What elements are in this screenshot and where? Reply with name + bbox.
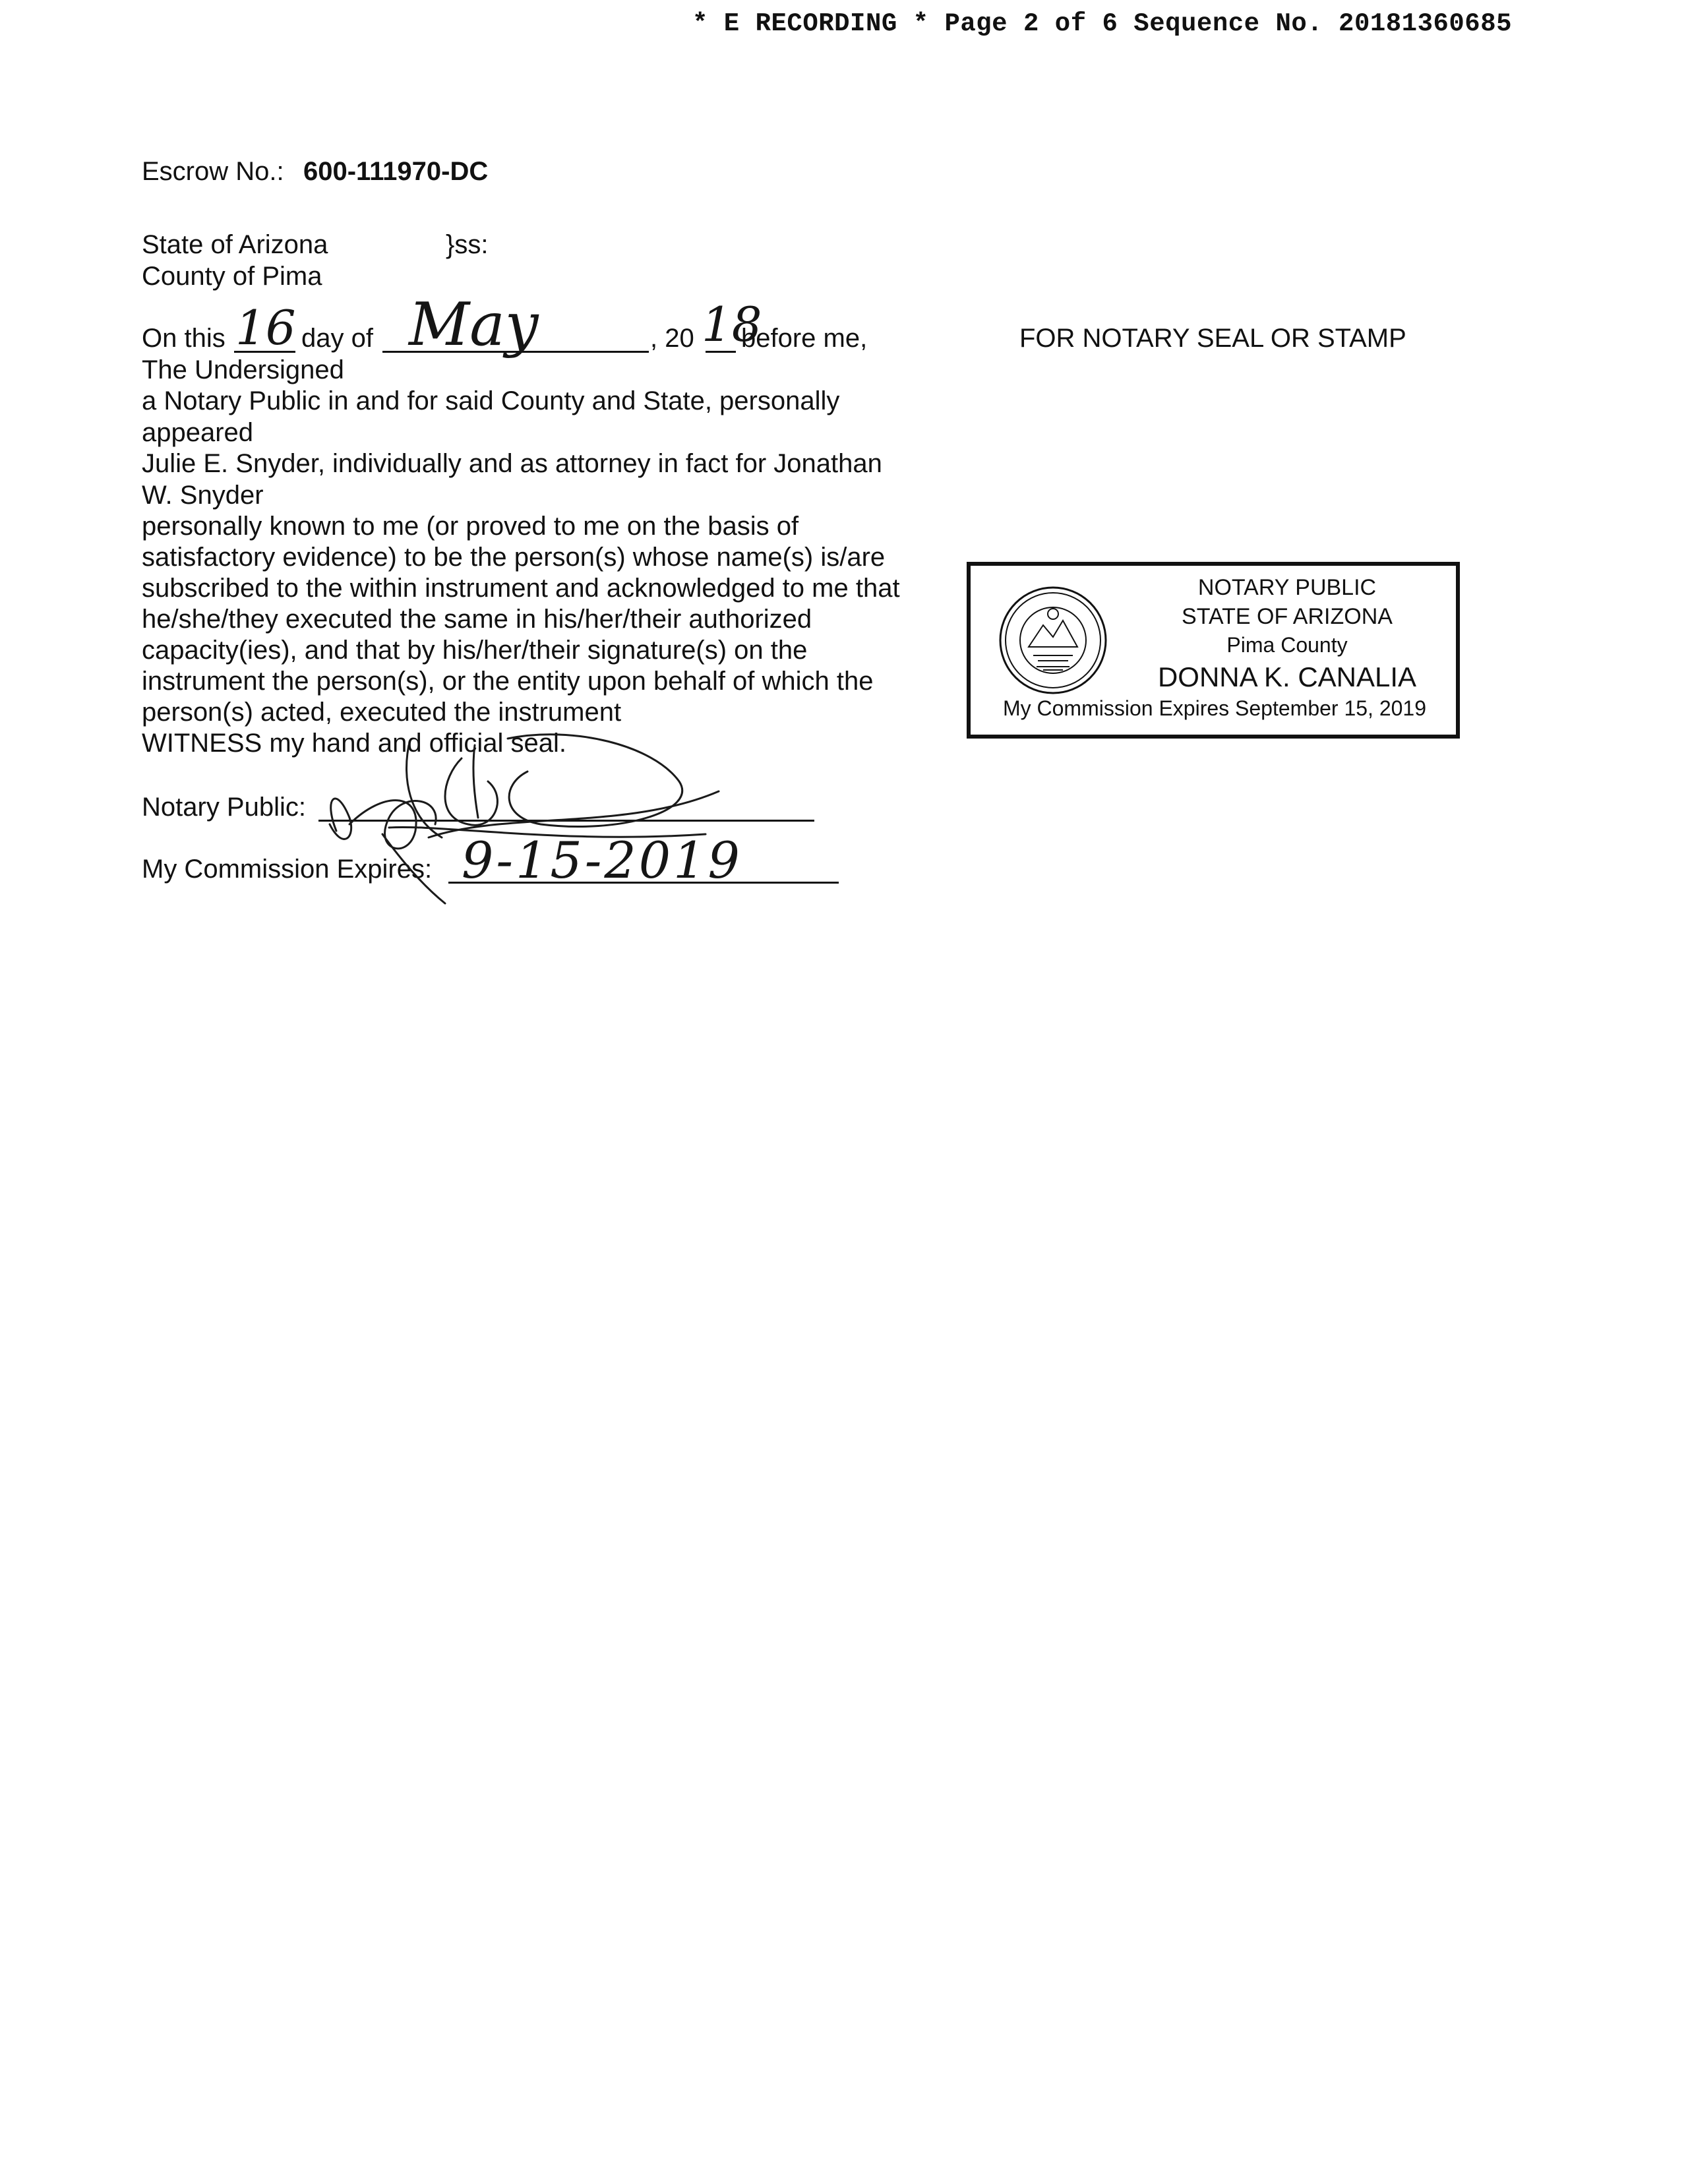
notary-public-label: Notary Public:	[142, 793, 306, 822]
venue-ss: }ss:	[446, 230, 489, 259]
notary-stamp	[967, 562, 1460, 739]
year-prefix: , 20	[650, 324, 694, 353]
stamp-expires: My Commission Expires September 15, 2019	[1002, 696, 1427, 720]
body-line: capacity(ies), and that by his/her/their signature(s) on the	[142, 636, 808, 665]
appeared-text: appeared	[142, 418, 254, 447]
stamp-notary-name: DONNA K. CANALIA	[1157, 661, 1417, 692]
venue-county: County of Pima	[142, 262, 322, 291]
notary-line: a Notary Public in and for said County and State, personally	[142, 386, 840, 415]
venue-state: State of Arizona	[142, 230, 328, 259]
body-line: person(s) acted, executed the instrument	[142, 698, 622, 727]
body-line: he/she/they executed the same in his/her/their authorized	[142, 605, 812, 634]
body-line: satisfactory evidence) to be the person(s) whose name(s) is/are	[142, 543, 886, 572]
body-line: subscribed to the within instrument and acknowledged to me that	[142, 574, 900, 603]
recording-header: * E RECORDING * Page 2 of 6 Sequence No. 20181360685	[692, 9, 1512, 38]
stamp-line-3: Pima County	[1226, 633, 1348, 657]
on-this-text: On this	[142, 324, 226, 353]
year-handwritten: 18	[702, 297, 762, 352]
seal-area-label: FOR NOTARY SEAL OR STAMP	[1019, 324, 1406, 353]
body-line: instrument the person(s), or the entity upon behalf of which the	[142, 667, 874, 696]
arizona-state-seal	[997, 584, 1109, 696]
month-handwritten: May	[409, 290, 539, 359]
stamp-line-1: NOTARY PUBLIC	[1197, 575, 1377, 600]
signer-line-1: Julie E. Snyder, individually and as attorney in fact for Jonathan	[142, 449, 882, 478]
officer-name: The Undersigned	[142, 355, 344, 384]
escrow-number: 600-111970-DC	[303, 157, 489, 186]
escrow-label: Escrow No.:	[142, 157, 284, 186]
witness-text: WITNESS my hand and official seal.	[142, 729, 566, 758]
day-handwritten: 16	[235, 300, 296, 355]
notary-signature	[310, 719, 732, 910]
day-of-text: day of	[301, 324, 373, 353]
commission-label: My Commission Expires:	[142, 855, 433, 884]
body-line: personally known to me (or proved to me on the basis of	[142, 512, 799, 541]
before-me-text: before me,	[741, 324, 868, 353]
commission-handwritten: 9-15-2019	[462, 831, 742, 890]
stamp-line-2: STATE OF ARIZONA	[1182, 604, 1393, 629]
signer-line-2: W. Snyder	[142, 481, 264, 510]
